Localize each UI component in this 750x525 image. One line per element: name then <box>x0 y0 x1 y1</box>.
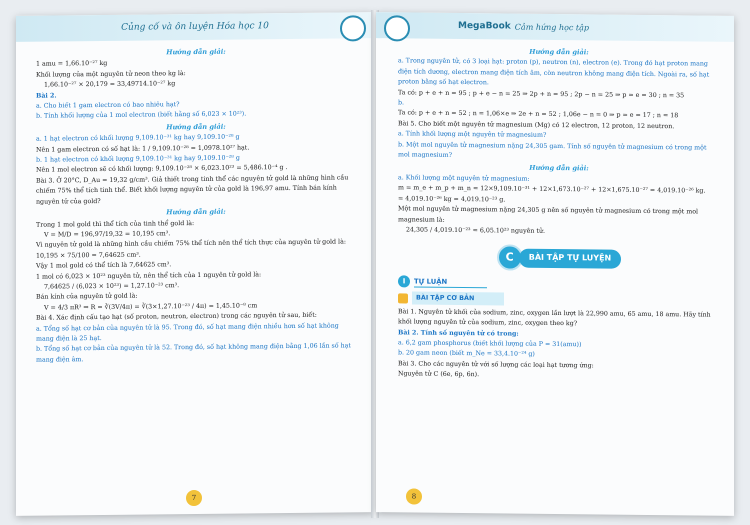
right-page-number: 8 <box>406 488 422 504</box>
text-line: Hướng dẫn giải: <box>529 47 589 57</box>
subsection-heading <box>398 292 720 308</box>
subsection-title: BÀI TẬP CƠ BẢN <box>412 292 504 305</box>
flask-icon <box>398 293 408 303</box>
text-line: Bài 2. <box>36 92 57 100</box>
text-line: b. Tính khối lượng của 1 mol electron (biết hằng số 6,023 × 10²³). <box>36 110 247 121</box>
text-line: a. Tổng số hạt cơ bản của nguyên tử là 95. Trong đó, số hạt mang điện nhiều hơn số hạt không mang điện là 25 hạt. <box>36 322 339 343</box>
text-line: V = M/D = 196,97/19,32 = 10,195 cm³. <box>44 230 171 239</box>
text-line: b. 1 hạt electron có khối lượng 9,109.10⁻³¹ kg hay 9,109.10⁻²⁸ g <box>36 154 240 164</box>
text-line: Hướng dẫn giải: <box>166 207 226 217</box>
section-number: I <box>398 276 410 288</box>
text-line: Vậy 1 mol gold có thể tích là 7,64625 cm³. <box>36 261 172 270</box>
left-body <box>16 38 374 366</box>
text-line: b. 20 gam neon (biết m_Ne = 33,4.10⁻²⁴ g) <box>398 349 535 359</box>
left-page <box>16 12 374 516</box>
teacher-avatar-icon <box>340 15 366 41</box>
left-header <box>16 12 374 42</box>
text-line: a. 1 hạt electron có khối lượng 9,109.10⁻³¹ kg hay 9,109.10⁻²⁸ g <box>36 133 240 143</box>
megabook-logo: MegaBook <box>458 20 511 32</box>
text-line: b. Tổng số hạt cơ bản của nguyên tử là 52. Trong đó, số hạt không mang điện bằng 1,06 lần số hạt mang điện âm. <box>36 342 351 364</box>
text-line: a. Khối lượng một nguyên tử magnesium: <box>398 174 530 183</box>
section-c-letter: C <box>497 245 523 271</box>
header-slogan: Cảm hứng học tập <box>514 22 590 32</box>
text-line: a. Cho biết 1 gam electron có bao nhiêu hạt? <box>36 101 180 110</box>
left-page-number: 7 <box>186 490 202 506</box>
text-line: Ta có: p + e + n = 95 ; p + e − n = 25 ⇒ 2p + n = 95 ; 2p − n = 25 ⇒ p = e = 30 ; n = 35 <box>398 88 685 99</box>
text-line: b. <box>398 99 405 107</box>
text-line: a. Tính khối lượng một nguyên tử magnesium? <box>398 130 547 140</box>
left-header-title: Củng cố và ôn luyện Hóa học 10 <box>121 21 269 33</box>
text-line: 7,64625 / (6,023 × 10²³) = 1,27.10⁻²³ cm³. <box>44 282 180 291</box>
text-line: Bán kính của nguyên tử gold là: <box>36 292 138 302</box>
section-title: TỰ LUẬN <box>414 276 487 288</box>
text-line: Khối lượng của một nguyên tử neon theo kg là: <box>36 69 186 79</box>
text-line: V = 4/3 πR³ ⇒ R = ∛(3V/4π) = ∛(3×1,27.10⁻²³ / 4π) = 1,45.10⁻⁸ cm <box>44 302 258 312</box>
text-line: Nguyên tử C (6e, 6p, 6n). <box>398 370 480 379</box>
right-body <box>376 38 734 383</box>
right-header <box>376 12 734 42</box>
text-line: a. 6,2 gam phosphorus (biết khối lượng của P = 31(amu)) <box>398 339 582 349</box>
text-line: Hướng dẫn giải: <box>166 122 226 132</box>
text-line: Ta có: p + e + n = 52 ; n = 1,06×e ⇒ 2e + n = 52 ; 1,06e − n = 0 ⇒ p = e = 17 ; n = 18 <box>398 109 679 120</box>
text-line: Bài 4. Xác định cấu tạo hạt (số proton, neutron, electron) trong các nguyên tử sau, biết: <box>36 311 317 322</box>
text-line: Nên 1 mol electron sẽ có khối lượng: 9,109.10⁻²⁸ × 6,023.10²³ = 5,486.10⁻⁴ g . <box>36 164 288 175</box>
scientist-avatar-icon <box>384 15 410 41</box>
text-line: m = m_e + m_p + m_n = 12×9,109.10⁻³¹ + 12×1,673.10⁻²⁷ + 12×1,675.10⁻²⁷ = 4,019.10⁻²⁶ kg. <box>398 184 706 195</box>
text-line: Hướng dẫn giải: <box>166 47 226 57</box>
text-line: Bài 1. Nguyên tử khối của sodium, zinc, oxygen lần lượt là 22,990 amu, 65 amu, 18 amu. Hãy tính khối lượng nguyên tử của sodium, zinc, oxygen theo kg? <box>398 308 711 328</box>
text-line: 1,66.10⁻²⁷ × 20,179 = 33,49714.10⁻²⁷ kg <box>44 80 176 89</box>
text-line: Bài 3. Ở 20°C, D_Au = 19,32 g/cm³. Giả thiết trong tinh thể các nguyên tử gold là những hình cầu chiếm 75% thể tích tinh thể. Biết khối lượng nguyên tử của gold là 196,97 amu. Tính bán kính nguyên tử của gold? <box>36 174 349 206</box>
section-heading <box>398 276 720 291</box>
text-line: 24,305 / 4,019.10⁻²³ = 6,05.10²³ nguyên tử. <box>406 226 546 235</box>
right-page <box>376 12 734 516</box>
section-c-badge <box>398 244 720 273</box>
text-line: b. Một mol nguyên tử magnesium nặng 24,305 gam. Tính số nguyên tử magnesium có trong một mol magnesium? <box>398 141 707 159</box>
text-line: Hướng dẫn giải: <box>529 164 589 173</box>
text-line: Bài 3. Cho các nguyên tử với số lượng các loại hạt tương ứng: <box>398 360 594 370</box>
text-line: 1 amu = 1,66.10⁻²⁷ kg <box>36 60 108 69</box>
text-line: Bài 2. Tính số nguyên tử có trong: <box>398 328 519 338</box>
text-line: Nên 1 gam electron có số hạt là: 1 / 9,109.10⁻²⁸ = 1,0978.10²⁷ hạt. <box>36 144 250 154</box>
text-line: Trong 1 mol gold thì thể tích của tinh thể gold là: <box>36 219 195 229</box>
text-line: Một mol nguyên tử magnesium nặng 24,305 g nên số nguyên tử magnesium có trong một mol magnesium là: <box>398 205 699 224</box>
text-line: = 4,019.10⁻²⁶ kg = 4,019.10⁻²³ g. <box>398 195 506 204</box>
text-line: 1 mol có 6,023 × 10²³ nguyên tử, nên thể tích của 1 nguyên tử gold là: <box>36 270 262 281</box>
text-line: Bài 5. Cho biết một nguyên tử magnesium (Mg) có 12 electron, 12 proton, 12 neutron. <box>398 120 675 131</box>
text-line: Vì nguyên tử gold là những hình cầu chiếm 75% thể tích nên thể tích thực của nguyên tử gold là: 10,195 × 75/100 = 7,64625 cm³. <box>36 238 346 260</box>
section-c-title: BÀI TẬP TỰ LUYỆN <box>519 249 622 268</box>
text-line: a. Trong nguyên tử, có 3 loại hạt: proton (p), neutron (n), electron (e). Trong đó hạt proton mang điện tích dương, electron mang điện tích âm, còn neutron không mang điện tích. Ngoài ra, số hạt proton bằng số hạt electron. <box>398 57 710 87</box>
